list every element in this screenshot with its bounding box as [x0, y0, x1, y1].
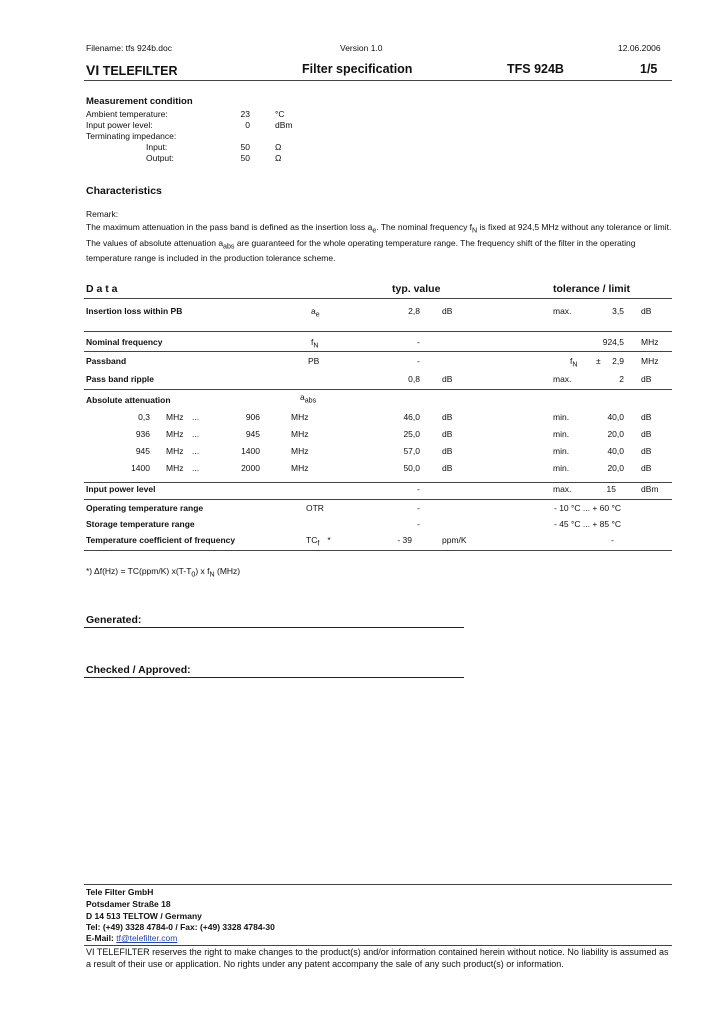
atten-unit-1: MHz — [166, 412, 184, 422]
row-sttemp-limit: - 45 °C ... + 85 °C — [554, 519, 622, 529]
atten-from: 0,3 — [138, 412, 150, 422]
row-optemp-symbol: OTR — [306, 503, 324, 513]
table-rule — [84, 389, 672, 390]
filename: Filename: tfs 924b.doc — [86, 43, 172, 53]
row-passband-label: Passband — [86, 356, 127, 366]
row-nominal-symbol — [311, 337, 319, 350]
row-insertion-symbol — [311, 306, 320, 319]
row-optemp-label: Operating temperature range — [86, 503, 204, 513]
input-power-label: Input power level: — [86, 120, 153, 130]
data-heading: D a t a — [86, 283, 118, 295]
impedance-input-unit: Ω — [275, 142, 282, 152]
tcf-sym: TC — [306, 535, 318, 545]
remark-sub-3: abs — [223, 242, 235, 251]
atten-unit-2: MHz — [291, 463, 309, 473]
atten-unit-2: MHz — [291, 446, 309, 456]
row-tcf-symbol — [306, 535, 331, 548]
remark-part-4: are guaranteed for the whole operating temperature range. The frequency shift of the filter in the operating temperature range is included in the production tolerance scheme. — [86, 237, 636, 264]
atten-limit-unit: dB — [641, 463, 652, 473]
row-absatt-label: Absolute attenuation — [86, 395, 171, 405]
footer-city: D 14 513 TELTOW / Germany — [86, 911, 202, 921]
passband-fn: f — [570, 356, 573, 366]
atten-to: 1400 — [241, 446, 260, 456]
row-inputpower-label: Input power level — [86, 484, 156, 494]
table-rule — [84, 331, 672, 332]
atten-limit-unit: dB — [641, 412, 652, 422]
atten-limit: 40,0 — [607, 412, 624, 422]
remark-text — [86, 221, 672, 264]
impedance-input-value: 50 — [240, 142, 250, 152]
table-rule — [84, 298, 672, 299]
generated-signature-line — [84, 627, 464, 628]
footnote — [86, 566, 240, 579]
atten-limit: 20,0 — [607, 463, 624, 473]
atten-to: 906 — [245, 412, 260, 422]
remark-sub-1: e — [372, 226, 377, 235]
nominal-sym: f — [311, 337, 314, 347]
company-name: TELEFILTER — [99, 64, 178, 78]
nominal-sym-sub: N — [313, 341, 319, 350]
atten-limit: 40,0 — [607, 446, 624, 456]
checked-signature-line — [84, 677, 464, 678]
row-inputpower-limit-unit: dBm — [641, 484, 659, 494]
atten-typ-unit: dB — [442, 446, 453, 456]
row-ripple-limit-kind: max. — [553, 374, 572, 384]
insertion-sym: a — [311, 306, 316, 316]
footer-email-line — [86, 933, 177, 943]
row-passband-prefix — [570, 356, 578, 369]
checked-label: Checked / Approved: — [86, 664, 191, 676]
row-passband-symbol: PB — [308, 356, 320, 366]
atten-to: 945 — [245, 429, 260, 439]
impedance-output-unit: Ω — [275, 153, 282, 163]
atten-unit-1: MHz — [166, 463, 184, 473]
atten-limit: 20,0 — [607, 429, 624, 439]
row-insertion-limit-kind: max. — [553, 306, 572, 316]
atten-typ: 25,0 — [403, 429, 420, 439]
ambient-label: Ambient temperature: — [86, 109, 168, 119]
row-passband-limit-unit: MHz — [641, 356, 659, 366]
row-passband-limit: 2,9 — [612, 356, 624, 366]
row-insertion-typ-unit: dB — [442, 306, 453, 316]
page-number: 1/5 — [640, 62, 658, 76]
remark-sub-2: N — [472, 226, 478, 235]
remark-part-2: . The nominal frequency f — [376, 222, 473, 232]
table-rule — [84, 482, 672, 483]
atten-unit-1: MHz — [166, 446, 184, 456]
product-code: TFS 924B — [507, 62, 564, 76]
footnote-part-2: ) x f — [195, 566, 210, 576]
tcf-star: * — [327, 535, 331, 545]
row-tcf-typ: - 39 — [397, 535, 412, 545]
row-ripple-limit-unit: dB — [641, 374, 652, 384]
row-tcf-label: Temperature coefficient of frequency — [86, 535, 236, 545]
footer-street: Potsdamer Straße 18 — [86, 899, 171, 909]
row-ripple-typ-unit: dB — [442, 374, 453, 384]
row-insertion-limit: 3,5 — [612, 306, 624, 316]
table-rule — [84, 550, 672, 551]
col-tolerance-limit: tolerance / limit — [553, 283, 631, 295]
row-absatt-symbol — [300, 392, 316, 405]
row-insertion-typ: 2,8 — [408, 306, 420, 316]
row-ripple-label: Pass band ripple — [86, 374, 155, 384]
row-nominal-label: Nominal frequency — [86, 337, 163, 347]
passband-fn-sub: N — [572, 360, 578, 369]
atten-typ: 46,0 — [403, 412, 420, 422]
characteristics-title: Characteristics — [86, 185, 162, 197]
document-date: 12.06.2006 — [618, 43, 661, 53]
footnote-part-1: *) Δf(Hz) = TC(ppm/K) x(T-T — [86, 566, 192, 576]
atten-dots: ... — [192, 463, 200, 473]
atten-limit-kind: min. — [553, 463, 570, 473]
row-passband-pm: ± — [596, 356, 601, 366]
impedance-input-label: Input: — [146, 142, 168, 152]
version: Version 1.0 — [340, 43, 383, 53]
row-insertion-label: Insertion loss within PB — [86, 306, 183, 316]
measurement-title: Measurement condition — [86, 96, 193, 107]
header-rule — [84, 80, 672, 81]
remark-part-1: The maximum attenuation in the pass band is defined as the insertion loss a — [86, 222, 373, 232]
atten-limit-kind: min. — [553, 412, 570, 422]
remark-label: Remark: — [86, 209, 119, 219]
atten-limit-unit: dB — [641, 429, 652, 439]
row-nominal-limit: 924,5 — [602, 337, 624, 347]
input-power-unit: dBm — [275, 120, 293, 130]
impedance-output-label: Output: — [146, 153, 174, 163]
ambient-value: 23 — [240, 109, 250, 119]
row-sttemp-label: Storage temperature range — [86, 519, 195, 529]
atten-limit-kind: min. — [553, 446, 570, 456]
atten-typ-unit: dB — [442, 412, 453, 422]
row-nominal-typ: - — [417, 337, 420, 347]
row-ripple-typ: 0,8 — [408, 374, 420, 384]
col-typ-value: typ. value — [392, 283, 441, 295]
footer-rule — [84, 884, 672, 885]
absatt-sym-sub: abs — [304, 396, 317, 405]
atten-from: 936 — [135, 429, 150, 439]
table-rule — [84, 499, 672, 500]
row-passband-typ: - — [417, 356, 420, 366]
document-title: Filter specification — [302, 62, 413, 76]
company-logo-text — [86, 62, 177, 78]
ambient-unit: °C — [275, 109, 285, 119]
atten-typ-unit: dB — [442, 429, 453, 439]
atten-unit-2: MHz — [291, 429, 309, 439]
atten-limit-unit: dB — [641, 446, 652, 456]
row-sttemp-typ: - — [417, 519, 420, 529]
row-optemp-typ: - — [417, 503, 420, 513]
remark-part-3: is fixed at 924,5 MHz without any tolerance or limit. The values of absolute attenuation a — [86, 222, 672, 248]
footnote-part-3: (MHz) — [214, 566, 241, 576]
row-tcf-typ-unit: ppm/K — [442, 535, 467, 545]
footer-email-link[interactable]: tf@telefilter.com — [116, 933, 178, 943]
row-ripple-limit: 2 — [619, 374, 624, 384]
atten-dots: ... — [192, 446, 200, 456]
atten-from: 1400 — [131, 463, 150, 473]
atten-limit-kind: min. — [553, 429, 570, 439]
row-nominal-limit-unit: MHz — [641, 337, 659, 347]
atten-from: 945 — [135, 446, 150, 456]
row-inputpower-limit-kind: max. — [553, 484, 572, 494]
atten-to: 2000 — [241, 463, 260, 473]
footer-email-label: E-Mail: — [86, 933, 117, 943]
footer-company: Tele Filter GmbH — [86, 887, 154, 897]
footnote-sub-1: 0 — [191, 570, 196, 579]
tcf-sym-sub: f — [317, 539, 320, 548]
company-vi: VI — [86, 62, 100, 78]
row-inputpower-limit: 15 — [606, 484, 616, 494]
row-insertion-limit-unit: dB — [641, 306, 652, 316]
footnote-sub-2: N — [209, 570, 215, 579]
terminating-label: Terminating impedance: — [86, 131, 177, 141]
insertion-sym-sub: e — [315, 310, 320, 319]
row-inputpower-typ: - — [417, 484, 420, 494]
generated-label: Generated: — [86, 614, 142, 626]
row-optemp-limit: - 10 °C ... + 60 °C — [554, 503, 622, 513]
row-tcf-limit: - — [611, 535, 614, 545]
atten-unit-1: MHz — [166, 429, 184, 439]
atten-typ: 57,0 — [403, 446, 420, 456]
impedance-output-value: 50 — [240, 153, 250, 163]
input-power-value: 0 — [245, 120, 250, 130]
atten-dots: ... — [192, 412, 200, 422]
footer-disclaimer: VI TELEFILTER reserves the right to make changes to the product(s) and/or information contained herein without notice. No liability is assumed as a result of their use or application. No rights under any patent accompany the sale of any such product(s) or information. — [86, 947, 669, 969]
absatt-sym: a — [300, 392, 305, 402]
table-rule — [84, 351, 672, 352]
atten-dots: ... — [192, 429, 200, 439]
atten-typ-unit: dB — [442, 463, 453, 473]
footer-phone: Tel: (+49) 3328 4784-0 / Fax: (+49) 3328 4784-30 — [86, 922, 275, 932]
atten-unit-2: MHz — [291, 412, 309, 422]
atten-typ: 50,0 — [403, 463, 420, 473]
